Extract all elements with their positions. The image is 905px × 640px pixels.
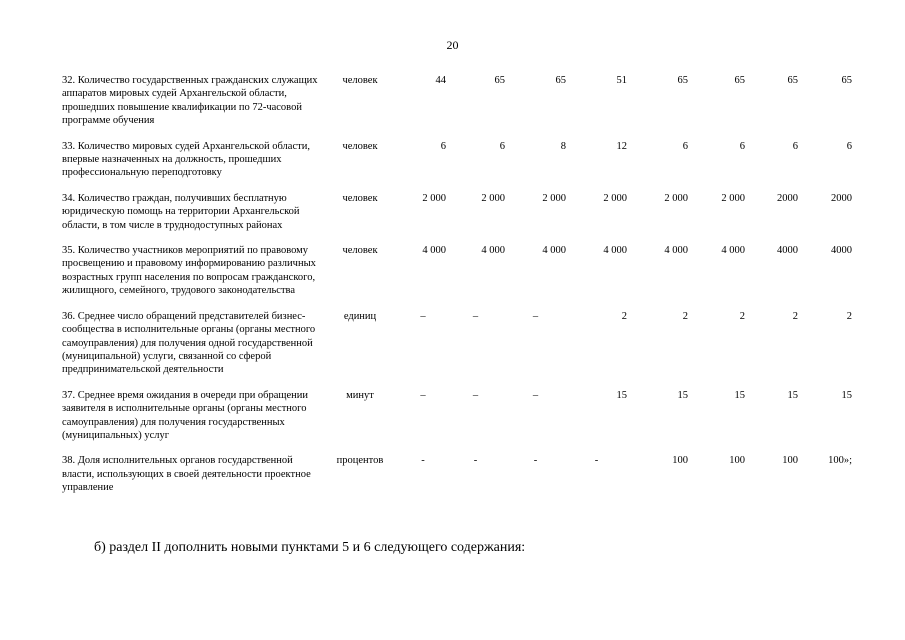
- indicator-value: 4 000: [481, 245, 505, 257]
- indicator-value: 100: [782, 455, 798, 467]
- indicator-value: –: [472, 310, 479, 322]
- indicator-value: 2 000: [542, 192, 566, 204]
- indicator-value: 65: [787, 75, 798, 86]
- indicator-value: -: [473, 455, 478, 467]
- indicator-name: 34. Количество граждан, получивших бесплатную юридическую помощь на территории Архангельской области, в том числе в труднодоступных районах: [62, 192, 300, 231]
- indicator-value: 65: [734, 75, 745, 86]
- table-row: [62, 244, 852, 298]
- indicator-value: 6: [682, 140, 688, 152]
- indicators-table-body: [62, 74, 852, 495]
- table-row: [62, 310, 852, 377]
- indicator-unit: человек: [342, 75, 378, 86]
- row-spacer-cell: [62, 298, 852, 310]
- indicator-name: 33. Количество мировых судей Архангельской области, впервые назначенных на должность, прошедших профессиональную переподготовку: [62, 140, 310, 179]
- indicators-table: [62, 74, 852, 495]
- indicator-value: 100: [729, 455, 745, 467]
- indicator-value: –: [420, 310, 426, 322]
- indicator-name: 36. Среднее число обращений представителей бизнес-сообщества в исполнительные органы (органы местного самоуправления) для получения одной государственной (муниципальной) услуги, связанной со сферой предпринимательской деятельности: [62, 310, 316, 376]
- indicator-name: 32. Количество государственных гражданских служащих аппаратов мировых судей Архангельской области, прошедших повышение квалификации по 72-часовой программе обучения: [62, 75, 318, 127]
- indicator-value: 4000: [831, 245, 852, 257]
- indicator-value: 15: [734, 389, 745, 401]
- indicator-value: 4 000: [603, 245, 627, 257]
- indicator-unit: единиц: [343, 310, 377, 322]
- indicator-value: 6: [792, 140, 798, 152]
- indicator-value: 2: [739, 310, 745, 322]
- indicator-unit: минут: [346, 389, 374, 401]
- indicator-value: 6: [739, 140, 745, 152]
- indicator-value: 4 000: [542, 245, 566, 257]
- table-row: [62, 140, 852, 180]
- indicator-value: 2000: [777, 192, 798, 204]
- indicator-value: 44: [435, 75, 446, 86]
- indicator-value: 4 000: [422, 245, 446, 257]
- row-spacer-cell: [62, 128, 852, 140]
- indicator-value: 100: [672, 455, 688, 467]
- indicator-value: 65: [841, 75, 852, 86]
- indicator-value: -: [533, 455, 538, 467]
- indicator-value: 15: [677, 389, 688, 401]
- indicator-value: 51: [616, 75, 627, 86]
- row-spacer: [62, 232, 852, 244]
- indicator-value: 2 000: [481, 192, 505, 204]
- page-number: 20: [446, 38, 459, 52]
- indicator-value: 2: [621, 310, 627, 322]
- row-spacer: [62, 180, 852, 192]
- row-spacer: [62, 442, 852, 454]
- row-spacer-cell: [62, 232, 852, 244]
- indicator-value: 6: [440, 140, 446, 152]
- indicator-value: 4 000: [664, 245, 688, 257]
- indicator-value: 2: [792, 310, 798, 322]
- indicator-name: 37. Среднее время ожидания в очереди при обращении заявителя в исполнительные органы (органы местного самоуправления) для получения государственных (муниципальных) услуг: [62, 389, 309, 441]
- indicator-value: –: [532, 310, 539, 322]
- amendment-paragraph: б) раздел II дополнить новыми пунктами 5 и 6 следующего содержания:: [94, 540, 526, 555]
- table-row: [62, 192, 852, 232]
- indicator-value: 15: [787, 389, 798, 401]
- row-spacer: [62, 298, 852, 310]
- indicator-unit: человек: [342, 245, 378, 257]
- row-spacer: [62, 377, 852, 389]
- indicator-name: 35. Количество участников мероприятий по правовому просвещению и правовому информированию различных возрастных групп населения по вопросам гражданского, жилищного, семейного, трудового законодательства: [62, 245, 316, 297]
- indicator-value: –: [472, 389, 479, 401]
- table-row: [62, 389, 852, 443]
- indicator-unit: человек: [342, 140, 378, 152]
- indicator-value: 6: [499, 140, 505, 152]
- indicator-value: 2: [682, 310, 688, 322]
- indicator-value: 2 000: [721, 192, 745, 204]
- row-spacer: [62, 128, 852, 140]
- indicator-value: 8: [560, 140, 566, 152]
- indicator-unit: человек: [342, 192, 378, 204]
- indicator-unit: процентов: [336, 455, 384, 467]
- indicator-value: 2: [846, 310, 852, 322]
- row-spacer-cell: [62, 180, 852, 192]
- indicator-value: 4000: [777, 245, 798, 257]
- indicator-value: -: [421, 455, 425, 467]
- row-spacer-cell: [62, 442, 852, 454]
- indicator-value: 2 000: [422, 192, 446, 204]
- table-row: [62, 454, 852, 494]
- indicator-value: 2 000: [603, 192, 627, 204]
- indicator-value: 6: [846, 140, 852, 152]
- indicator-value: 65: [555, 75, 566, 86]
- indicator-value: 100»;: [828, 455, 852, 467]
- indicator-value: –: [420, 389, 426, 401]
- indicator-value: –: [532, 389, 539, 401]
- indicator-value: 15: [841, 389, 852, 401]
- indicator-value: 65: [494, 75, 505, 86]
- indicator-value: 65: [677, 75, 688, 86]
- indicator-value: -: [594, 455, 599, 467]
- indicator-value: 12: [616, 140, 627, 152]
- table-row: [62, 74, 852, 128]
- indicator-value: 2000: [831, 192, 852, 204]
- indicator-value: 15: [616, 389, 627, 401]
- row-spacer-cell: [62, 377, 852, 389]
- indicator-value: 4 000: [721, 245, 745, 257]
- indicator-value: 2 000: [664, 192, 688, 204]
- indicator-name: 38. Доля исполнительных органов государственной власти, использующих в своей деятельности проектное управление: [62, 455, 311, 494]
